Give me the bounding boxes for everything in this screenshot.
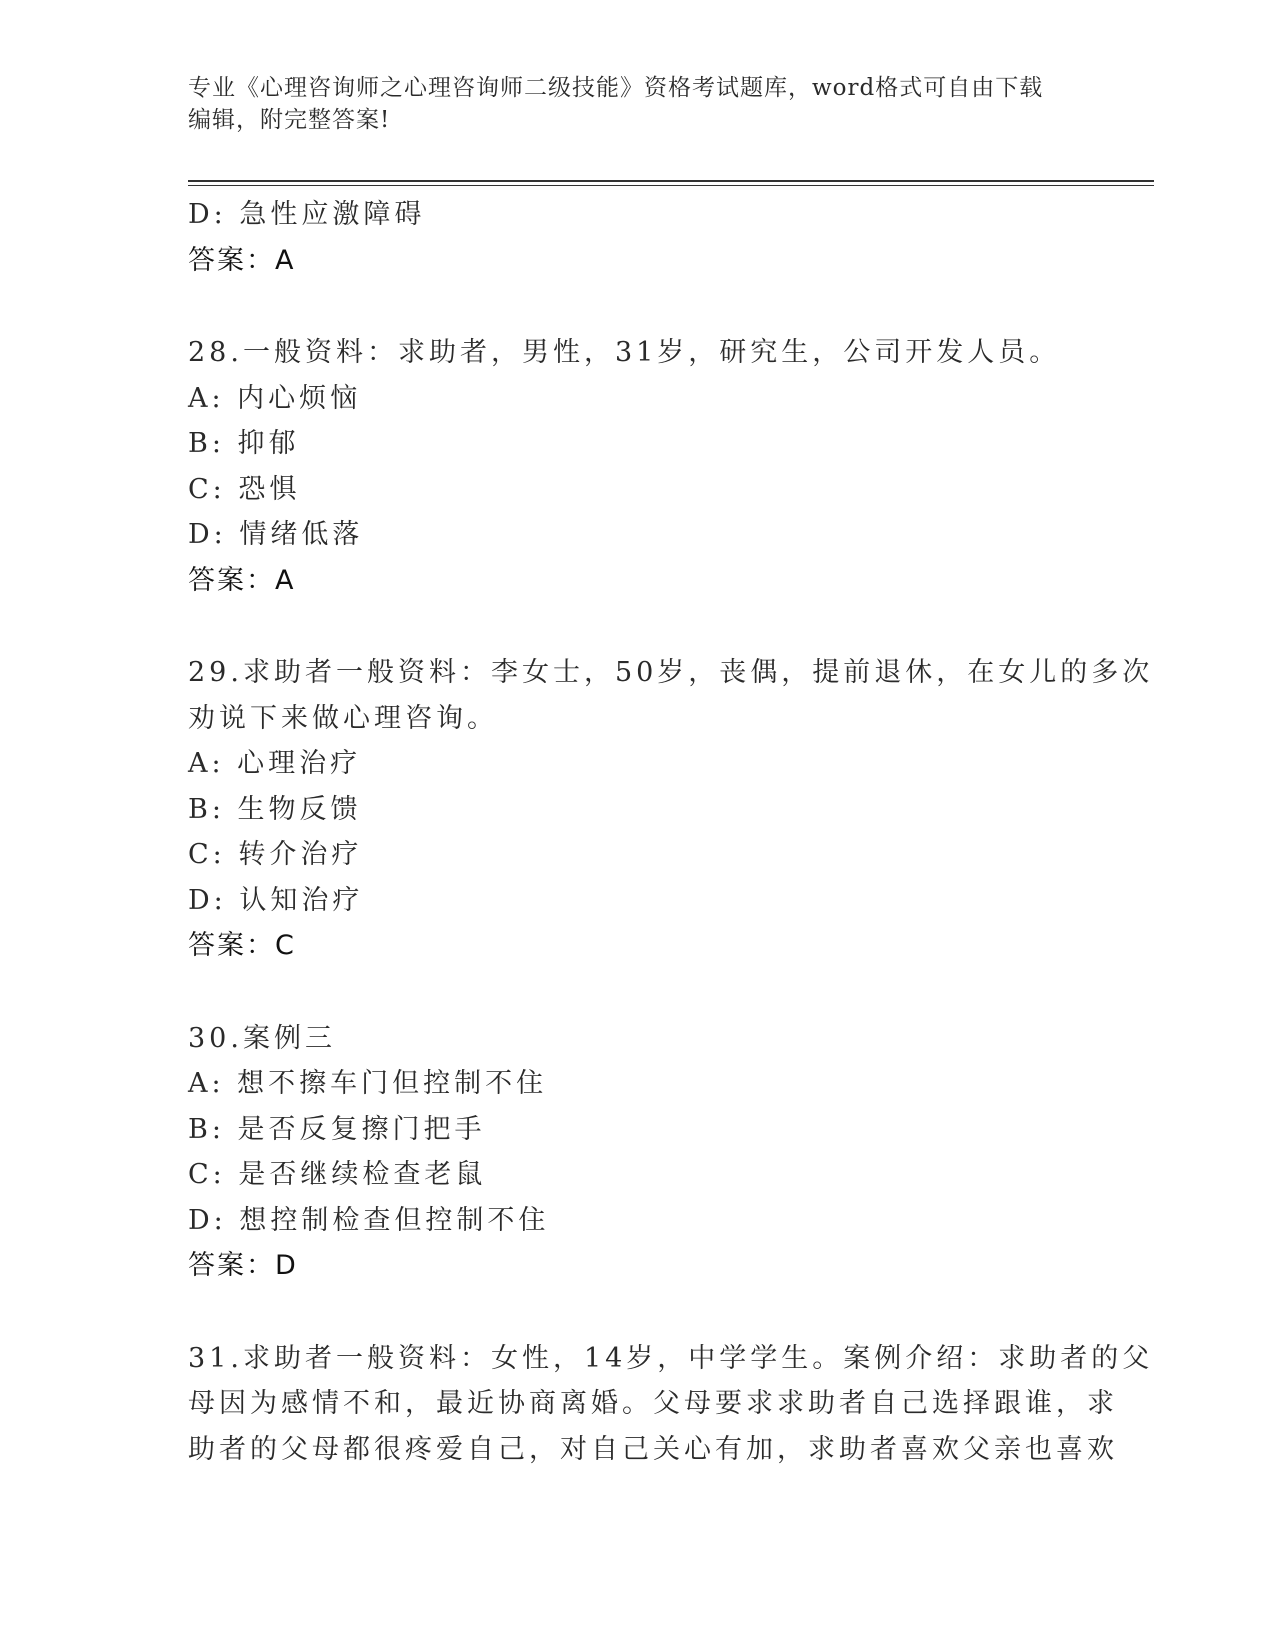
prev-question-option-d: D: 急性应激障碍 bbox=[188, 199, 426, 230]
spacer bbox=[188, 603, 1088, 650]
question-28-option-d: D: 情绪低落 bbox=[188, 519, 364, 550]
document-header bbox=[188, 72, 1088, 136]
prev-question-answer: 答案：A bbox=[188, 244, 296, 276]
question-28-option-b: B: 抑郁 bbox=[188, 428, 300, 459]
question-30-text: 30.案例三 bbox=[188, 1022, 336, 1054]
spacer bbox=[188, 1289, 1088, 1336]
question-31 bbox=[188, 1336, 1154, 1473]
question-29-option-c: C: 转介治疗 bbox=[188, 839, 363, 870]
question-30-option-d: D: 想控制检查但控制不住 bbox=[188, 1204, 550, 1236]
question-28-answer: 答案：A bbox=[188, 564, 296, 596]
question-30-option-b: B: 是否反复擦门把手 bbox=[188, 1113, 486, 1145]
question-29-text-line-2: 劝说下来做心理咨询。 bbox=[188, 702, 498, 734]
question-31-text-line-3: 助者的父母都很疼爱自己，对自己关心有加，求助者喜欢父亲也喜欢 bbox=[188, 1433, 1118, 1465]
spacer bbox=[188, 969, 1088, 1016]
question-29-option-b: B: 生物反馈 bbox=[188, 793, 362, 825]
question-28 bbox=[188, 330, 1088, 603]
question-30-option-c: C: 是否继续检查老鼠 bbox=[188, 1159, 487, 1190]
question-28-option-c: C: 恐惧 bbox=[188, 473, 301, 505]
document-body bbox=[188, 192, 1154, 1472]
question-28-option-a: A: 内心烦恼 bbox=[188, 382, 362, 414]
spacer bbox=[188, 283, 1088, 330]
question-31-text-line-2: 母因为感情不和，最近协商离婚。父母要求求助者自己选择跟谁，求 bbox=[188, 1388, 1118, 1419]
question-30-answer: 答案：D bbox=[188, 1250, 298, 1281]
question-29-option-a: A: 心理治疗 bbox=[188, 748, 362, 779]
header-divider-thick bbox=[188, 180, 1154, 182]
question-31-text-line-1: 31.求助者一般资料：女性，14岁，中学学生。案例介绍：求助者的父 bbox=[188, 1342, 1154, 1374]
question-30-option-a: A: 想不擦车门但控制不住 bbox=[188, 1068, 548, 1099]
header-line-1: 专业《心理咨询师之心理咨询师二级技能》资格考试题库，word格式可自由下载 bbox=[188, 75, 1044, 101]
question-29-answer: 答案：C bbox=[188, 930, 296, 961]
question-28-text: 28.一般资料：求助者，男性，31岁，研究生，公司开发人员。 bbox=[188, 337, 1061, 368]
question-29-option-d: D: 认知治疗 bbox=[188, 884, 364, 916]
question-30 bbox=[188, 1016, 1088, 1289]
header-divider-thin bbox=[188, 185, 1154, 186]
question-29-text-line-1: 29.求助者一般资料：李女士，50岁，丧偶，提前退休，在女儿的多次 bbox=[188, 657, 1154, 688]
header-line-2: 编辑，附完整答案! bbox=[188, 107, 391, 133]
question-29 bbox=[188, 650, 1154, 969]
